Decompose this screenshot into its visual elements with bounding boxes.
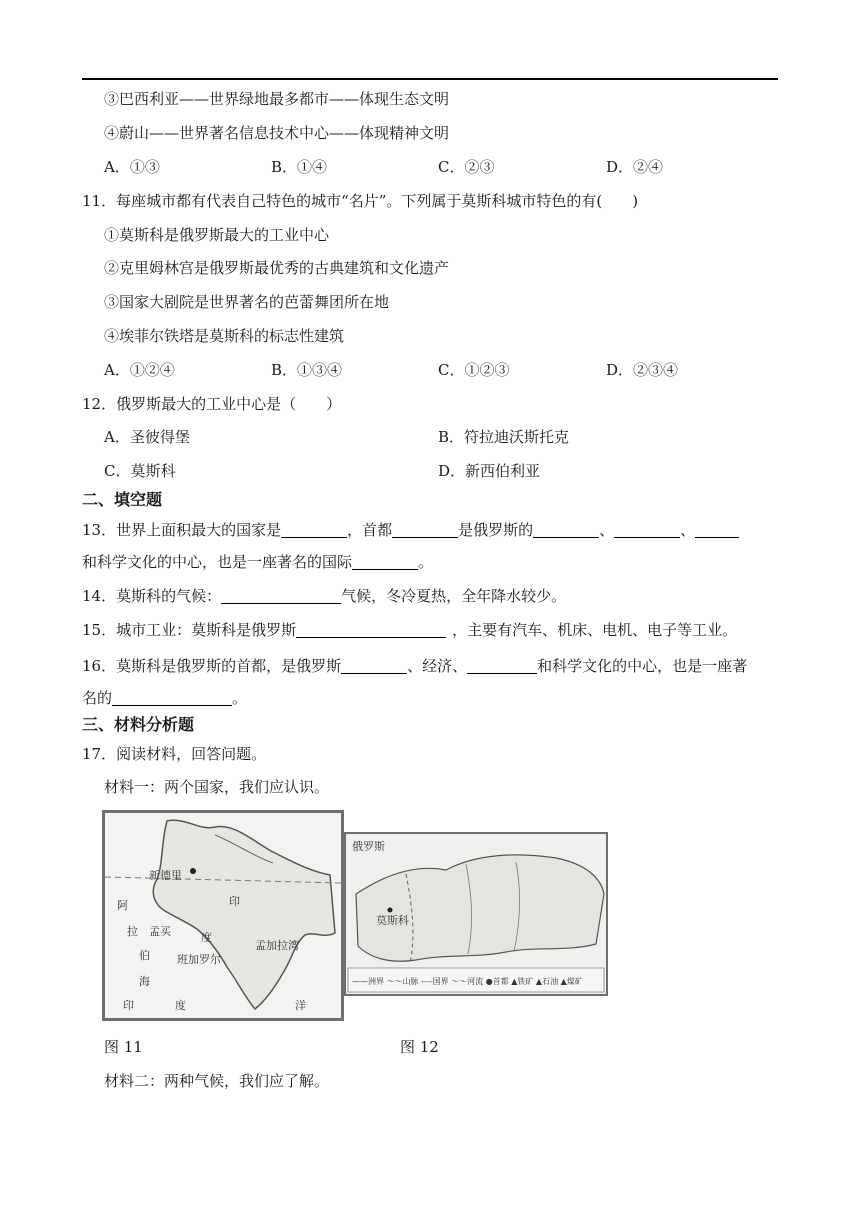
q13-text-b: ，首都 [347,521,393,539]
q13-blank-5[interactable] [695,521,739,538]
q12-option-d[interactable]: D．新西伯利亚 [438,462,541,480]
map11-label-8: 班加罗尔 [177,953,221,966]
map11-label-10: 印 [123,999,134,1012]
q16-text-d: 名的 [82,689,113,707]
india-outline [153,820,335,1009]
q12-stem: 12．俄罗斯最大的工业中心是（ ） [82,395,342,413]
q10-option-b[interactable]: B．①④ [271,158,328,176]
q13-text-f: 和科学文化的中心，也是一座著名的国际 [82,553,353,571]
map11-label-12: 洋 [295,999,306,1012]
q15-text-a: 15．城市工业：莫斯科是俄罗斯 [82,621,297,639]
q16-blank-2[interactable] [467,657,537,674]
map11-label-0: 新德里 [149,869,182,882]
q13-blank-6[interactable] [352,553,418,570]
q16-text-b: 、经济、 [407,657,468,675]
map11-label-11: 度 [175,999,186,1012]
map11-label-7: 度 [201,931,212,944]
q10-item-4: ④蔚山——世界著名信息技术中心——体现精神文明 [104,124,450,142]
q16-blank-1[interactable] [341,657,407,674]
map11-label-6: 海 [139,975,150,988]
map11-label-5: 伯 [139,949,150,962]
q13-text-c: 是俄罗斯的 [458,521,534,539]
map12-legend: ——洲界 ～～山脉 ----国界 ～～河流 ●首都 ▲铁矿 ▲石油 ▲煤矿 [352,977,583,986]
q14-text-b: 气候，冬冷夏热，全年降水较少。 [341,587,567,605]
q16-blank-3[interactable] [112,689,232,706]
q16-text-e: 。 [232,689,248,707]
q15-line [82,620,737,640]
q16-line-2 [82,688,247,708]
q11-option-d[interactable]: D．②③④ [606,361,679,379]
q16-line-1 [82,656,747,676]
q12-option-c[interactable]: C．莫斯科 [104,462,176,480]
map12-label-0: 俄罗斯 [352,840,385,853]
q16-text-a: 16．莫斯科是俄罗斯的首都，是俄罗斯 [82,657,342,675]
q11-option-a[interactable]: A．①②④ [104,361,175,379]
q15-blank-1[interactable] [296,621,446,638]
q11-stem: 11．每座城市都有代表自己特色的城市“名片”。下列属于莫斯科城市特色的有( ) [82,192,639,210]
q14-blank-1[interactable] [221,587,341,604]
capital-marker [190,868,196,874]
q13-blank-2[interactable] [392,521,458,538]
q11-item-1: ①莫斯科是俄罗斯最大的工业中心 [104,226,330,244]
q11-option-c[interactable]: C．①②③ [438,361,510,379]
q13-text-g: 。 [418,553,434,571]
q11-option-b[interactable]: B．①③④ [271,361,343,379]
figure-11-india-map [102,810,344,1021]
q10-option-d[interactable]: D．②④ [606,158,664,176]
moscow-marker [388,908,393,913]
q11-item-3: ③国家大剧院是世界著名的芭蕾舞团所在地 [104,293,390,311]
q13-blank-4[interactable] [614,521,680,538]
map12-label-1: 莫斯科 [376,914,409,927]
figure-12-russia-map [344,832,608,996]
q11-item-4: ④埃菲尔铁塔是莫斯科的标志性建筑 [104,327,345,345]
q13-line-1 [82,520,739,540]
material-1: 材料一：两个国家，我们应认识。 [104,778,330,796]
q13-line-2 [82,552,433,572]
map11-label-3: 拉 [127,925,138,938]
map11-label-1: 印 [229,895,240,908]
map11-label-2: 阿 [117,899,128,912]
q17-stem: 17．阅读材料，回答问题。 [82,745,267,763]
russia-outline [356,855,604,961]
map11-label-9: 孟加拉湾 [255,939,299,952]
header-rule [82,78,778,80]
q13-blank-1[interactable] [281,521,347,538]
map11-label-4: 孟买 [149,925,171,938]
section-2-title: 二、填空题 [82,490,163,509]
q14-text-a: 14．莫斯科的气候： [82,587,222,605]
q12-option-b[interactable]: B．符拉迪沃斯托克 [438,428,570,446]
q11-item-2: ②克里姆林宫是俄罗斯最优秀的古典建筑和文化遗产 [104,259,450,277]
russia-map-drawing [346,834,606,994]
figure-11-caption: 图 11 [104,1038,143,1056]
q16-text-c: 和科学文化的中心，也是一座著 [537,657,748,675]
q10-item-3: ③巴西利亚——世界绿地最多都市——体现生态文明 [104,90,450,108]
india-map-drawing [105,813,341,1018]
material-2: 材料二：两种气候，我们应了解。 [104,1072,330,1090]
section-3-title: 三、材料分析题 [82,715,195,734]
q13-blank-3[interactable] [533,521,599,538]
q10-option-a[interactable]: A．①③ [104,158,160,176]
figure-12-caption: 图 12 [400,1038,439,1056]
q12-option-a[interactable]: A．圣彼得堡 [104,428,190,446]
q14-line [82,586,566,606]
q13-text-e: 、 [680,521,696,539]
q15-text-b: ，主要有汽车、机床、电机、电子等工业。 [452,621,738,639]
q10-option-c[interactable]: C．②③ [438,158,495,176]
q13-text-a: 13．世界上面积最大的国家是 [82,521,282,539]
q13-text-d: 、 [599,521,615,539]
